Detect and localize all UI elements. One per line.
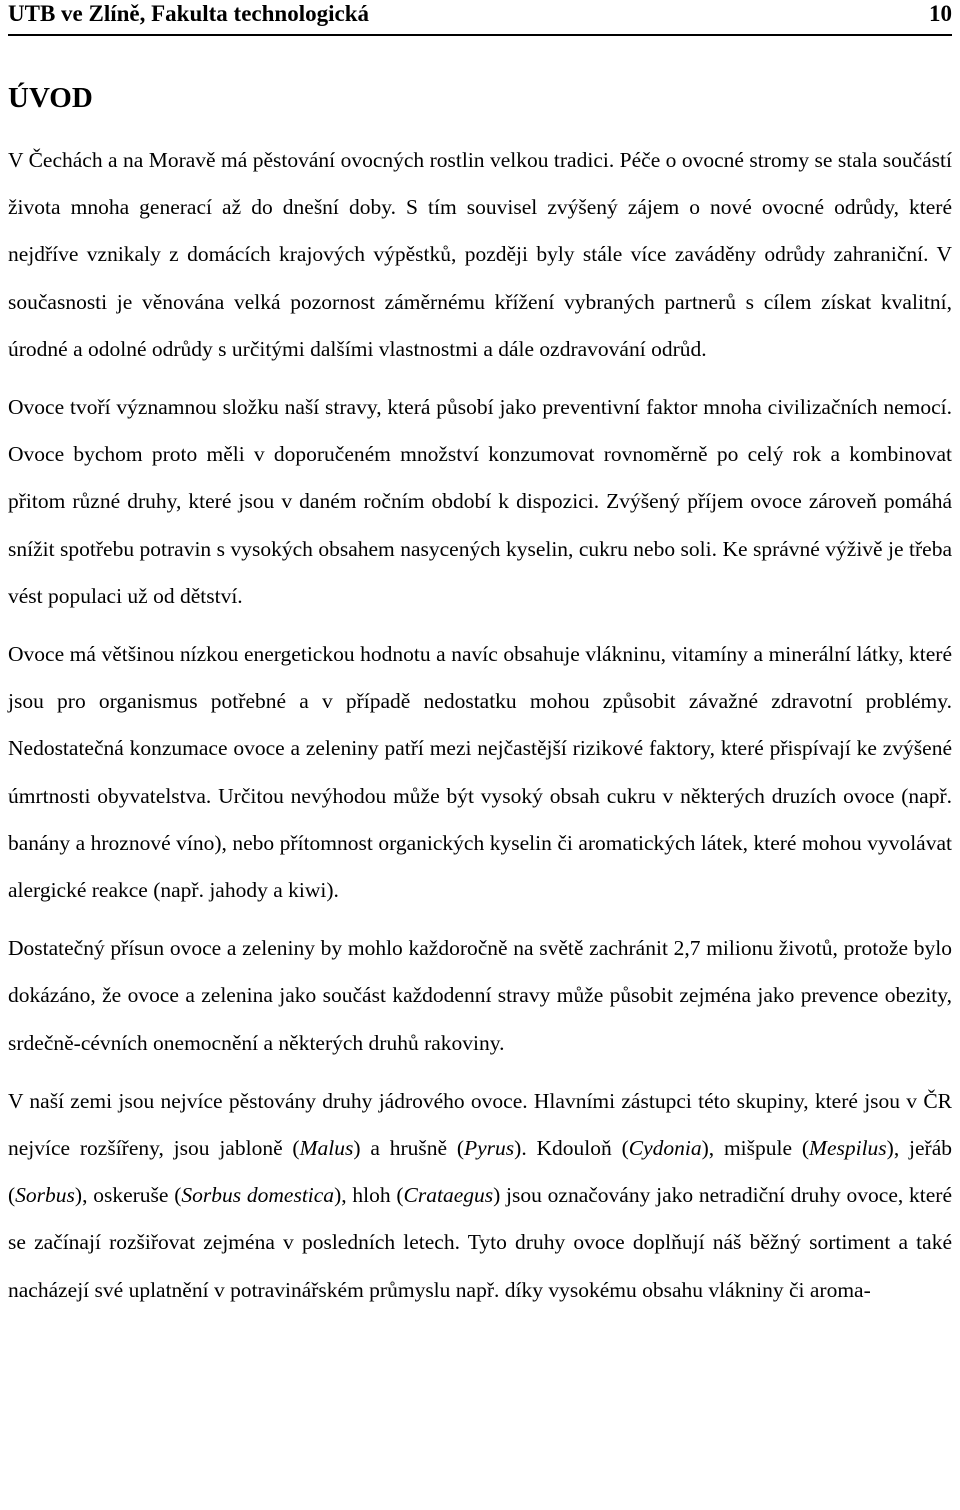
text-run: ), jeřáb ( <box>8 1136 952 1208</box>
text-run: V Čechách a na Moravě má pěstování ovocných rostlin velkou tradici. Péče o ovocné stromy se stala součástí života mnoha generací až do dnešní doby. S tím souvisel zvýšený zájem o nové ovocné odrůdy, které nejdříve vznikaly z domácích krajových výpěstků, později byly stále více zaváděny odrůdy zahraniční. V současnosti je věnována velká pozornost záměrnému křížení vybraných partnerů s cílem získat kvalitní, úrodné a odolné odrůdy s určitými dalšími vlastnostmi a dále ozdravování odrůd. <box>8 148 952 361</box>
header-divider <box>8 34 952 36</box>
text-run: ), mišpule ( <box>701 1136 810 1161</box>
body-paragraph <box>8 925 952 1067</box>
text-run: Dostatečný přísun ovoce a zeleniny by mohlo každoročně na světě zachránit 2,7 milionu životů, protože bylo dokázáno, že ovoce a zelenina jako součást každodenní stravy může působit zejména jako prevence obezity, srdečně-cévních onemocnění a některých druhů rakoviny. <box>8 936 952 1055</box>
text-run: ), hloh ( <box>334 1183 404 1208</box>
latin-name: Crataegus <box>403 1183 494 1208</box>
text-run: Ovoce má většinou nízkou energetickou hodnotu a navíc obsahuje vlákninu, vitamíny a minerální látky, které jsou pro organismus potřebné a v případě nedostatku mohou způsobit závažné zdravotní problémy. Nedostatečná konzumace ovoce a zeleniny patří mezi nejčastější rizikové faktory, které přispívají ke zvýšené úmrtnosti obyvatelstva. Určitou nevýhodou může být vysoký obsah cukru v některých druzích ovoce (např. banány a hroznové víno), nebo přítomnost organických kyselin či aromatických látek, které mohou vyvolávat alergické reakce (např. jahody a kiwi). <box>8 642 952 903</box>
page-header <box>8 0 952 40</box>
latin-name: Sorbus <box>15 1183 75 1208</box>
body-text <box>8 137 952 1325</box>
latin-name: Pyrus <box>464 1136 515 1161</box>
header-title: UTB ve Zlíně, Fakulta technologická <box>8 1 369 26</box>
text-run: Ovoce tvoří významnou složku naší stravy, která působí jako preventivní faktor mnoha civilizačních nemocí. Ovoce bychom proto měli v doporučeném množství konzumovat rovnoměrně po celý rok a kombinovat přitom různé druhy, které jsou v daném ročním období k dispozici. Zvýšený příjem ovoce zároveň pomáhá snížit spotřebu potravin s vysokých obsahem nasycených kyselin, cukru nebo soli. Ke správné výživě je třeba vést populaci už od dětství. <box>8 395 952 608</box>
text-run: ) jsou označovány jako netradiční druhy ovoce, které se začínají rozšiřovat zejména v posledních letech. Tyto druhy ovoce doplňují náš běžný sortiment a také nacházejí své uplatnění v potravinářském průmyslu např. díky vysokému obsahu vlákniny či aroma- <box>8 1183 952 1302</box>
body-paragraph <box>8 384 952 620</box>
body-paragraph <box>8 137 952 373</box>
latin-name: Malus <box>299 1136 354 1161</box>
body-paragraph <box>8 631 952 914</box>
text-run: ) a hrušně ( <box>353 1136 464 1161</box>
text-run: ), oskeruše ( <box>74 1183 182 1208</box>
section-heading: ÚVOD <box>8 82 93 114</box>
latin-name: Cydonia <box>628 1136 702 1161</box>
latin-name: Sorbus domestica <box>181 1183 335 1208</box>
page-number: 10 <box>929 1 952 26</box>
body-paragraph <box>8 1078 952 1314</box>
latin-name: Mespilus <box>809 1136 887 1161</box>
text-run: V naší zemi jsou nejvíce pěstovány druhy jádrového ovoce. Hlavními zástupci této skupiny, které jsou v ČR nejvíce rozšířeny, jsou jabloně ( <box>8 1088 952 1161</box>
text-run: ). Kdouloň ( <box>514 1136 629 1161</box>
